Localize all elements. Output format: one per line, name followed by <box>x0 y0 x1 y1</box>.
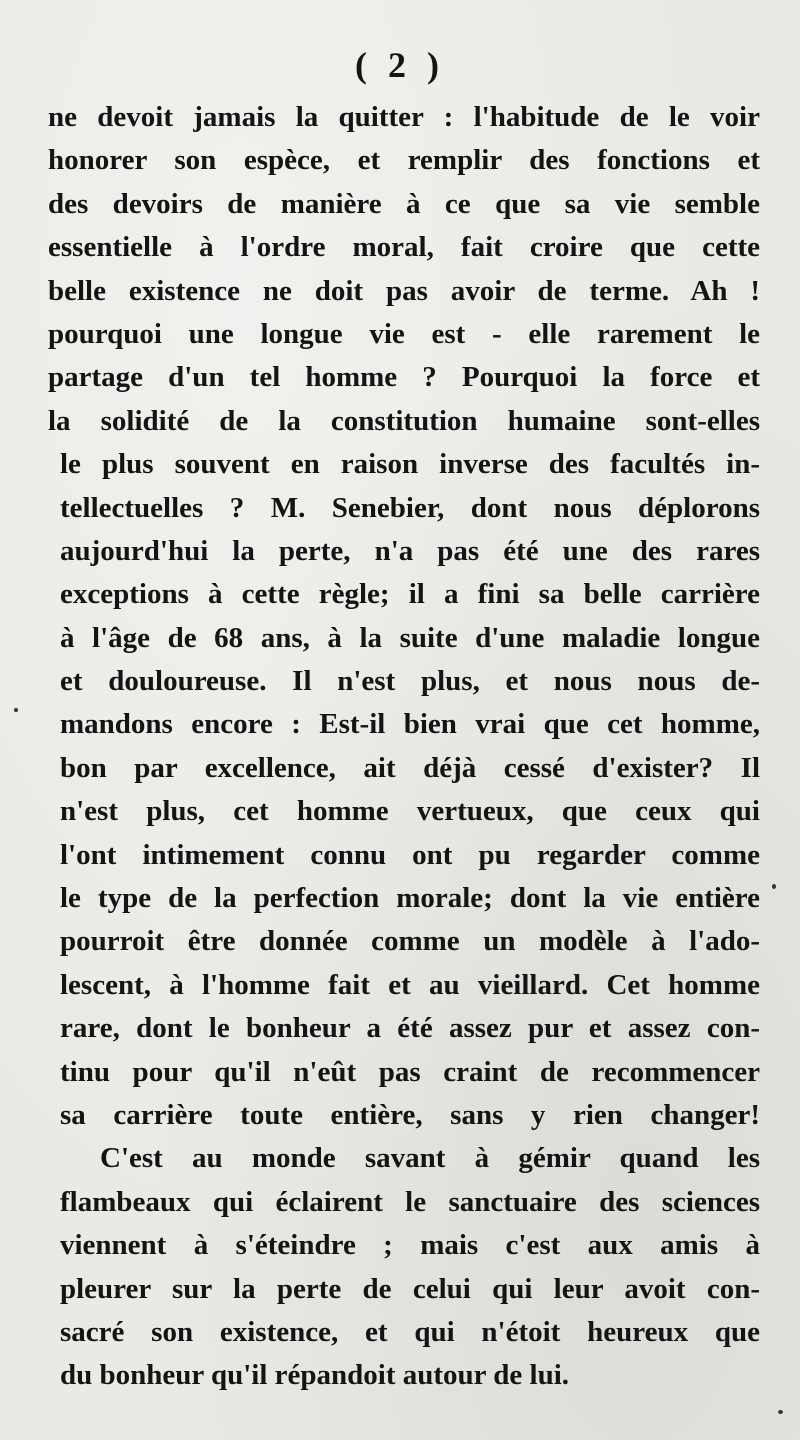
text-line: ne devoit jamais la quitter : l'habitude de le voir <box>48 101 760 133</box>
text-line: aujourd'hui la perte, n'a pas été une des rares <box>60 534 760 567</box>
text-line: viennent à s'éteindre ; mais c'est aux amis à <box>60 1229 760 1262</box>
ink-speck <box>772 884 776 889</box>
text-line: mandons encore : Est-il bien vrai que cet homme, <box>60 708 760 741</box>
page-number: ( 2 ) <box>355 45 445 85</box>
text-line: sacré son existence, et qui n'étoit heureux que <box>60 1315 760 1348</box>
text-line: flambeaux qui éclairent le sanctuaire des sciences <box>60 1185 760 1218</box>
ink-speck <box>778 1410 783 1414</box>
text-line: du bonheur qu'il répandoit autour de lui. <box>60 1359 570 1392</box>
text-line: la solidité de la constitution humaine sont-elles <box>48 404 760 437</box>
text-line: partage d'un tel homme ? Pourquoi la force et <box>48 361 760 394</box>
text-line: tellectuelles ? M. Senebier, dont nous déplorons <box>60 491 760 524</box>
text-line: C'est au monde savant à gémir quand les <box>100 1142 760 1175</box>
paragraph-1 <box>48 96 760 1137</box>
ink-speck <box>14 708 18 712</box>
text-line: à l'âge de 68 ans, à la suite d'une maladie longue <box>60 621 760 654</box>
text-line: exceptions à cette règle; il a fini sa belle carrière <box>60 578 760 611</box>
text-line: le plus souvent en raison inverse des facultés in- <box>60 448 760 481</box>
text-line: bon par excellence, ait déjà cessé d'exister? Il <box>60 751 760 784</box>
text-line: belle existence ne doit pas avoir de terme. Ah ! <box>48 274 760 307</box>
text-line: n'est plus, cet homme vertueux, que ceux qui <box>60 795 760 828</box>
text-line: le type de la perfection morale; dont la vie entière <box>60 882 760 915</box>
text-line: essentielle à l'ordre moral, fait croire que cette <box>48 231 760 264</box>
text-line: honorer son espèce, et remplir des fonctions et <box>48 144 760 177</box>
text-line: sa carrière toute entière, sans y rien changer! <box>60 1098 760 1131</box>
text-line: pourroit être donnée comme un modèle à l'ado- <box>60 925 760 958</box>
text-line: l'ont intimement connu ont pu regarder comme <box>60 838 760 871</box>
text-line: lescent, à l'homme fait et au vieillard. Cet homme <box>60 968 760 1001</box>
text-line: tinu pour qu'il n'eût pas craint de recommencer <box>60 1055 760 1088</box>
paragraph-2 <box>48 1137 760 1397</box>
text-line: pleurer sur la perte de celui qui leur avoit con- <box>60 1272 760 1305</box>
text-line: pourquoi une longue vie est - elle rarement le <box>48 317 760 350</box>
text-line: des devoirs de manière à ce que sa vie semble <box>48 187 760 220</box>
text-line: et douloureuse. Il n'est plus, et nous nous de- <box>60 665 760 698</box>
text-line: rare, dont le bonheur a été assez pur et assez con- <box>60 1012 760 1045</box>
page-body <box>48 96 760 1398</box>
